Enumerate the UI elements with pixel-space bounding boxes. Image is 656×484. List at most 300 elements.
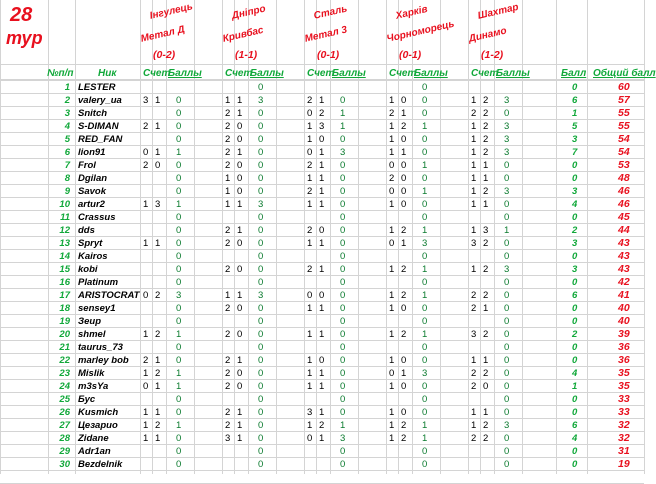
match-points: 3 [340,433,346,444]
score-away: 1 [155,238,161,249]
score-home: 0 [389,186,395,197]
match-points: 1 [176,329,182,340]
row-number: 24 [59,381,70,392]
score-home: 2 [225,238,231,249]
match-points: 3 [504,95,510,106]
match-points: 0 [176,355,182,366]
match-points: 0 [176,407,182,418]
match-away-team: Метал 3 [303,24,349,45]
match-points: 0 [176,459,182,470]
score-home: 1 [225,186,231,197]
row-number: 25 [59,394,70,405]
match-points: 0 [422,82,428,93]
round-word: тур [6,28,43,48]
score-home: 0 [307,108,313,119]
score-home: 2 [389,108,395,119]
score-home: 1 [389,407,395,418]
score-away: 1 [319,173,325,184]
score-away: 1 [237,290,243,301]
match-points: 1 [176,368,182,379]
score-home: 1 [389,147,395,158]
row-number: 2 [64,95,70,106]
player-nick: Бус [78,394,96,405]
score-away: 2 [483,290,489,301]
round-points: 2 [572,225,578,236]
match-points: 0 [258,121,264,132]
row-number: 19 [59,316,70,327]
col-score: Счет [143,68,171,79]
match-points: 0 [422,381,428,392]
match-points: 0 [176,277,182,288]
match-points: 0 [258,329,264,340]
match-points: 0 [176,394,182,405]
score-away: 0 [401,407,407,418]
col-points: Баллы [250,68,284,79]
score-away: 0 [401,95,407,106]
score-away: 1 [237,355,243,366]
col-points: Баллы [332,68,366,79]
match-away-team: Метал Д [139,24,186,45]
match-points: 0 [176,446,182,457]
total-points: 55 [618,107,630,119]
match-points: 0 [504,342,510,353]
match-points: 3 [422,368,428,379]
col-points: Баллы [168,68,202,79]
round-points: 1 [572,108,578,119]
score-home: 1 [471,160,477,171]
col-points: Баллы [496,68,530,79]
total-points: 48 [618,172,630,184]
match-points: 0 [340,173,346,184]
score-away: 2 [483,238,489,249]
score-away: 0 [401,303,407,314]
score-away: 0 [155,160,161,171]
match-result: (0-1) [317,49,340,61]
score-home: 0 [143,290,149,301]
total-points: 36 [618,341,630,353]
score-home: 2 [225,121,231,132]
score-home: 2 [225,134,231,145]
match-points: 0 [422,108,428,119]
match-points: 0 [176,108,182,119]
score-home: 1 [389,355,395,366]
match-points: 3 [504,186,510,197]
score-away: 0 [483,381,489,392]
total-points: 43 [618,263,630,275]
score-home: 1 [225,95,231,106]
score-away: 2 [155,368,161,379]
row-number: 20 [59,329,70,340]
total-points: 46 [618,185,630,197]
score-home: 2 [307,186,313,197]
match-points: 0 [176,121,182,132]
match-home-team: Інгулець [148,1,194,22]
row-number: 7 [64,160,70,171]
match-points: 0 [340,186,346,197]
match-away-team: Кривбас [221,24,265,45]
score-home: 1 [307,199,313,210]
score-home: 0 [143,147,149,158]
score-away: 1 [155,147,161,158]
match-points: 0 [422,173,428,184]
match-result: (0-1) [399,49,422,61]
score-away: 2 [401,121,407,132]
score-away: 1 [237,225,243,236]
score-away: 0 [237,160,243,171]
match-points: 0 [422,342,428,353]
match-points: 3 [176,290,182,301]
match-points: 0 [340,446,346,457]
score-away: 1 [319,407,325,418]
player-nick: Kusmich [78,407,119,418]
match-points: 0 [258,355,264,366]
row-number: 30 [59,459,70,470]
match-points: 0 [422,277,428,288]
match-points: 0 [340,277,346,288]
match-points: 0 [258,381,264,392]
match-points: 0 [504,368,510,379]
match-points: 3 [504,121,510,132]
match-points: 0 [504,446,510,457]
score-home: 1 [389,95,395,106]
score-away: 0 [401,199,407,210]
score-home: 1 [307,381,313,392]
score-home: 1 [307,368,313,379]
score-home: 2 [225,420,231,431]
match-points: 0 [340,238,346,249]
score-home: 0 [389,368,395,379]
match-points: 0 [176,225,182,236]
player-nick: Spryt [78,238,103,249]
row-number: 11 [60,212,70,223]
match-points: 3 [258,290,264,301]
score-home: 2 [225,225,231,236]
score-home: 2 [307,264,313,275]
score-away: 1 [237,147,243,158]
score-away: 0 [237,381,243,392]
score-home: 1 [471,134,477,145]
col-score: Счет [225,68,253,79]
round-points: 1 [572,381,578,392]
round-number: 28 [10,4,33,26]
score-away: 1 [237,108,243,119]
score-home: 1 [471,199,477,210]
score-home: 1 [471,173,477,184]
col-score: Счет [307,68,335,79]
match-points: 0 [504,108,510,119]
score-away: 1 [237,420,243,431]
score-home: 1 [389,433,395,444]
score-away: 1 [319,95,325,106]
match-points: 0 [176,433,182,444]
score-away: 1 [483,160,489,171]
match-points: 0 [340,303,346,314]
match-points: 1 [422,264,428,275]
score-away: 1 [155,433,161,444]
match-points: 0 [258,238,264,249]
score-away: 2 [401,225,407,236]
score-home: 2 [471,108,477,119]
row-number: 16 [59,277,70,288]
score-home: 1 [389,290,395,301]
round-points: 5 [572,121,578,132]
score-away: 1 [319,368,325,379]
score-home: 0 [143,381,149,392]
match-points: 0 [504,459,510,470]
score-away: 3 [483,225,489,236]
match-points: 0 [340,95,346,106]
score-home: 1 [389,121,395,132]
player-nick: Zidane [78,433,109,444]
score-away: 2 [483,329,489,340]
player-nick: Frol [78,160,96,171]
score-away: 2 [401,329,407,340]
match-points: 0 [340,368,346,379]
score-home: 1 [471,147,477,158]
score-home: 2 [471,303,477,314]
score-away: 0 [237,134,243,145]
match-points: 1 [422,121,428,132]
match-points: 0 [176,238,182,249]
match-points: 0 [422,212,428,223]
player-nick: dds [78,225,95,236]
match-points: 0 [258,160,264,171]
match-points: 0 [504,394,510,405]
score-away: 1 [319,160,325,171]
total-points: 42 [618,276,630,288]
match-points: 0 [258,303,264,314]
score-away: 1 [319,238,325,249]
total-points: 43 [618,250,630,262]
score-home: 2 [471,381,477,392]
player-nick: Bezdelnik [78,459,123,470]
score-away: 1 [401,108,407,119]
match-points: 1 [176,199,182,210]
round-points: 0 [572,277,578,288]
score-away: 0 [319,225,325,236]
match-points: 0 [176,342,182,353]
row-number: 10 [59,199,70,210]
player-nick: Savok [78,186,106,197]
row-number: 21 [59,342,70,353]
player-nick: LESTER [78,82,116,93]
score-away: 0 [401,173,407,184]
col-score: Счет [471,68,499,79]
round-points: 0 [572,303,578,314]
score-home: 0 [307,433,313,444]
match-points: 0 [258,433,264,444]
match-points: 0 [340,394,346,405]
score-away: 1 [401,368,407,379]
match-points: 0 [176,251,182,262]
score-home: 3 [471,238,477,249]
row-number: 28 [59,433,70,444]
player-nick: kobi [78,264,98,275]
score-home: 1 [143,329,149,340]
total-points: 32 [618,419,630,431]
total-points: 35 [618,367,630,379]
match-points: 0 [422,446,428,457]
player-nick: Adr1an [78,446,111,457]
match-points: 0 [340,407,346,418]
match-points: 0 [176,264,182,275]
score-home: 1 [143,407,149,418]
round-points: 0 [572,342,578,353]
score-away: 1 [483,199,489,210]
match-points: 0 [422,459,428,470]
score-home: 2 [225,368,231,379]
score-home: 1 [389,134,395,145]
match-points: 0 [176,160,182,171]
match-points: 0 [504,316,510,327]
score-home: 1 [389,381,395,392]
score-home: 0 [307,147,313,158]
match-points: 0 [340,290,346,301]
match-away-team: Динамо [467,25,508,45]
total-points: 33 [618,393,630,405]
score-away: 0 [237,238,243,249]
score-away: 0 [237,368,243,379]
match-points: 0 [422,303,428,314]
match-points: 0 [504,381,510,392]
row-number: 8 [64,173,70,184]
row-number: 3 [64,108,70,119]
row-number: 22 [59,355,70,366]
score-away: 2 [483,368,489,379]
score-away: 2 [401,420,407,431]
score-away: 1 [319,329,325,340]
match-points: 0 [422,407,428,418]
score-home: 1 [225,173,231,184]
total-points: 45 [618,211,630,223]
row-number: 13 [59,238,70,249]
match-points: 0 [340,381,346,392]
round-points: 6 [572,420,578,431]
score-away: 0 [319,355,325,366]
match-points: 0 [340,342,346,353]
score-away: 0 [401,134,407,145]
match-points: 0 [504,160,510,171]
score-home: 2 [471,368,477,379]
match-points: 0 [340,199,346,210]
score-home: 1 [471,407,477,418]
score-away: 3 [319,121,325,132]
score-home: 1 [307,329,313,340]
score-away: 0 [401,186,407,197]
match-points: 0 [422,355,428,366]
score-away: 1 [483,355,489,366]
score-away: 2 [155,290,161,301]
match-points: 0 [258,420,264,431]
match-points: 0 [258,108,264,119]
player-nick: RED_FAN [78,134,123,145]
match-points: 0 [340,264,346,275]
score-away: 2 [483,121,489,132]
total-points: 46 [618,198,630,210]
match-points: 0 [176,134,182,145]
row-number: 9 [64,186,70,197]
match-points: 3 [504,264,510,275]
player-nick: Kairos [78,251,108,262]
match-points: 1 [422,420,428,431]
col-nick: Ник [98,68,117,79]
match-points: 0 [340,316,346,327]
match-points: 0 [340,160,346,171]
player-nick: m3sYa [78,381,109,392]
score-home: 3 [471,329,477,340]
score-home: 2 [225,329,231,340]
score-home: 1 [471,121,477,132]
score-away: 2 [319,420,325,431]
score-home: 2 [143,121,149,132]
row-number: 26 [59,407,70,418]
match-points: 0 [422,316,428,327]
score-home: 1 [471,264,477,275]
score-home: 1 [307,238,313,249]
match-points: 1 [340,108,346,119]
match-points: 0 [504,407,510,418]
match-points: 0 [504,290,510,301]
total-points: 35 [618,380,630,392]
round-points: 3 [572,264,578,275]
row-number: 1 [64,82,70,93]
match-points: 3 [504,134,510,145]
score-home: 1 [471,355,477,366]
match-points: 0 [340,251,346,262]
score-away: 1 [401,238,407,249]
score-away: 0 [319,290,325,301]
score-home: 1 [389,420,395,431]
match-points: 0 [504,199,510,210]
score-away: 1 [483,303,489,314]
row-number: 4 [64,121,70,132]
score-away: 1 [237,95,243,106]
total-points: 57 [618,94,630,106]
score-home: 2 [225,147,231,158]
score-away: 0 [237,186,243,197]
match-points: 0 [504,173,510,184]
player-nick: ARISTOCRAT [78,290,140,301]
score-home: 1 [143,199,149,210]
match-points: 0 [258,251,264,262]
match-points: 1 [422,225,428,236]
row-number: 27 [59,420,70,431]
match-points: 1 [176,381,182,392]
match-points: 0 [504,355,510,366]
score-away: 0 [401,355,407,366]
total-points: 43 [618,237,630,249]
total-points: 36 [618,354,630,366]
round-points: 0 [572,459,578,470]
score-home: 2 [225,108,231,119]
match-points: 1 [422,160,428,171]
score-away: 1 [319,303,325,314]
score-home: 1 [389,199,395,210]
match-points: 1 [422,186,428,197]
player-nick: sensey1 [78,303,116,314]
match-home-team: Шахтар [476,1,520,22]
match-away-team: Чорноморець [385,18,456,45]
total-points: 41 [618,289,630,301]
player-nick: taurus_73 [78,342,123,353]
round-points: 2 [572,329,578,340]
score-home: 2 [225,303,231,314]
match-points: 0 [258,316,264,327]
player-nick: Crassus [78,212,116,223]
match-points: 1 [422,433,428,444]
player-nick: S-DIMAN [78,121,119,132]
player-nick: lion91 [78,147,106,158]
